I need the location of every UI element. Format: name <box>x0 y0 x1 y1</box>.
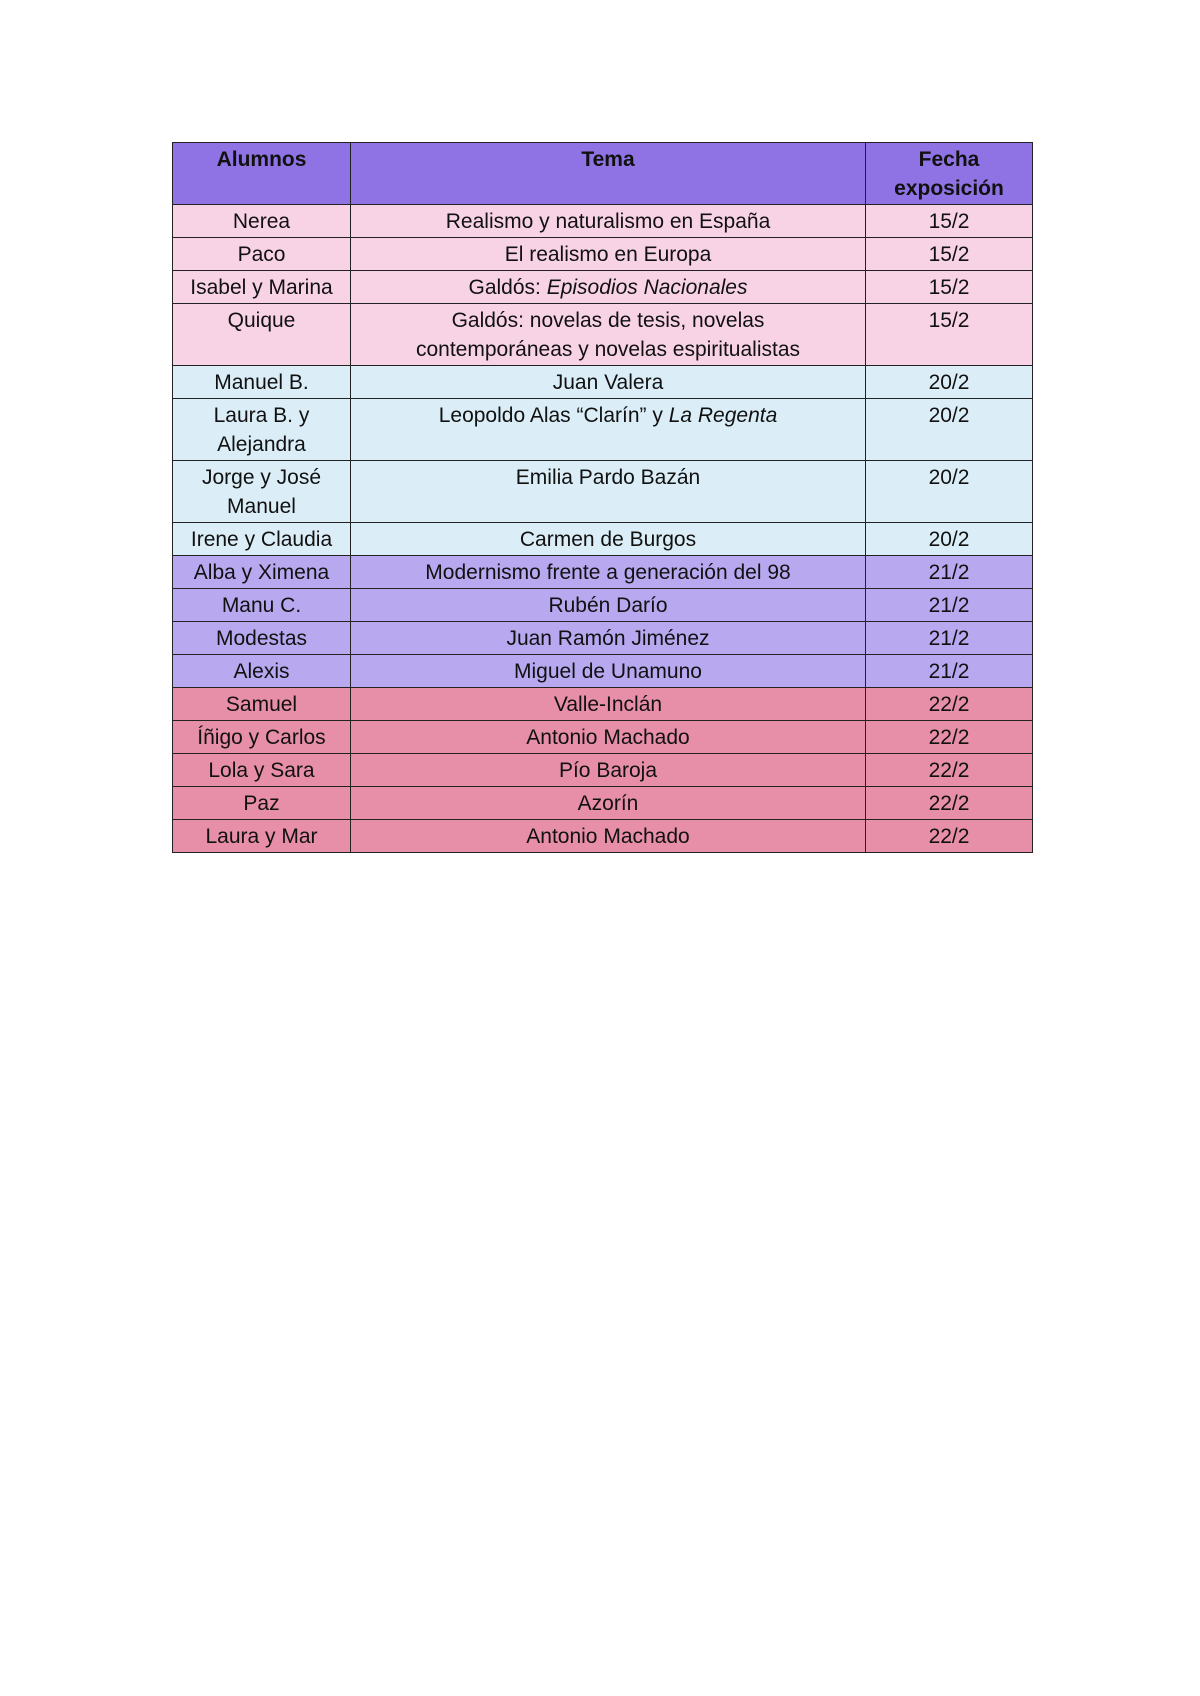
cell-tema-italic: Episodios Nacionales <box>546 276 748 299</box>
cell-tema: Juan Valera <box>351 366 866 399</box>
cell-tema: Valle-Inclán <box>351 688 866 721</box>
cell-tema-line2: contemporáneas y novelas espiritualistas <box>415 338 801 361</box>
table-row <box>173 655 1033 688</box>
cell-tema-prefix: Leopoldo Alas “Clarín” y <box>438 404 669 427</box>
cell-fecha: 20/2 <box>866 399 1033 461</box>
cell-fecha: 22/2 <box>866 721 1033 754</box>
cell-alumnos: Alexis <box>173 655 351 688</box>
table-row <box>173 688 1033 721</box>
cell-tema: Antonio Machado <box>351 721 866 754</box>
cell-alumnos: Modestas <box>173 622 351 655</box>
table-row <box>173 523 1033 556</box>
header-fecha <box>866 143 1033 205</box>
cell-tema <box>351 271 866 304</box>
cell-alumnos: Paz <box>173 787 351 820</box>
cell-alumnos-line2: Alejandra <box>217 433 306 456</box>
cell-tema: Pío Baroja <box>351 754 866 787</box>
cell-tema: Rubén Darío <box>351 589 866 622</box>
cell-tema-prefix: Galdós: <box>468 276 547 299</box>
cell-fecha: 15/2 <box>866 238 1033 271</box>
table-row <box>173 271 1033 304</box>
table-row <box>173 399 1033 461</box>
cell-alumnos: Samuel <box>173 688 351 721</box>
cell-alumnos: Paco <box>173 238 351 271</box>
cell-fecha: 21/2 <box>866 622 1033 655</box>
table-row <box>173 238 1033 271</box>
cell-alumnos-line2: Manuel <box>227 495 296 518</box>
table-row <box>173 556 1033 589</box>
cell-fecha: 20/2 <box>866 366 1033 399</box>
table-row <box>173 366 1033 399</box>
cell-tema: El realismo en Europa <box>351 238 866 271</box>
cell-tema <box>351 399 866 461</box>
cell-fecha: 22/2 <box>866 754 1033 787</box>
cell-tema: Azorín <box>351 787 866 820</box>
cell-tema-line1: Galdós: novelas de tesis, novelas <box>451 309 765 332</box>
cell-alumnos: Laura y Mar <box>173 820 351 853</box>
cell-tema: Juan Ramón Jiménez <box>351 622 866 655</box>
cell-alumnos-line1: Jorge y José <box>201 466 322 489</box>
cell-fecha: 15/2 <box>866 205 1033 238</box>
cell-fecha: 15/2 <box>866 271 1033 304</box>
cell-alumnos: Irene y Claudia <box>173 523 351 556</box>
cell-alumnos: Manu C. <box>173 589 351 622</box>
table-row <box>173 820 1033 853</box>
cell-fecha: 22/2 <box>866 787 1033 820</box>
cell-alumnos: Íñigo y Carlos <box>173 721 351 754</box>
table-row <box>173 589 1033 622</box>
table-row <box>173 787 1033 820</box>
cell-alumnos: Nerea <box>173 205 351 238</box>
table-row <box>173 205 1033 238</box>
cell-fecha: 20/2 <box>866 523 1033 556</box>
cell-alumnos: Quique <box>173 304 351 366</box>
table-row <box>173 304 1033 366</box>
table-row <box>173 461 1033 523</box>
table-row <box>173 622 1033 655</box>
cell-fecha: 22/2 <box>866 688 1033 721</box>
cell-alumnos: Isabel y Marina <box>173 271 351 304</box>
cell-tema: Realismo y naturalismo en España <box>351 205 866 238</box>
cell-tema: Antonio Machado <box>351 820 866 853</box>
cell-fecha: 15/2 <box>866 304 1033 366</box>
cell-alumnos: Alba y Ximena <box>173 556 351 589</box>
header-tema: Tema <box>351 143 866 205</box>
cell-tema: Carmen de Burgos <box>351 523 866 556</box>
cell-alumnos <box>173 461 351 523</box>
cell-tema <box>351 304 866 366</box>
presentation-schedule-table <box>172 142 1033 853</box>
cell-alumnos-line1: Laura B. y <box>213 404 310 427</box>
cell-tema: Miguel de Unamuno <box>351 655 866 688</box>
header-fecha-line2: exposición <box>894 177 1004 200</box>
cell-fecha: 21/2 <box>866 556 1033 589</box>
table-row <box>173 754 1033 787</box>
table-header-row <box>173 143 1033 205</box>
header-alumnos: Alumnos <box>173 143 351 205</box>
cell-fecha: 21/2 <box>866 655 1033 688</box>
cell-fecha: 20/2 <box>866 461 1033 523</box>
cell-alumnos: Lola y Sara <box>173 754 351 787</box>
cell-tema: Emilia Pardo Bazán <box>351 461 866 523</box>
cell-alumnos: Manuel B. <box>173 366 351 399</box>
header-fecha-line1: Fecha <box>918 148 980 171</box>
cell-fecha: 22/2 <box>866 820 1033 853</box>
cell-alumnos <box>173 399 351 461</box>
table-row <box>173 721 1033 754</box>
cell-fecha: 21/2 <box>866 589 1033 622</box>
cell-tema: Modernismo frente a generación del 98 <box>351 556 866 589</box>
cell-tema-italic: La Regenta <box>668 404 778 427</box>
